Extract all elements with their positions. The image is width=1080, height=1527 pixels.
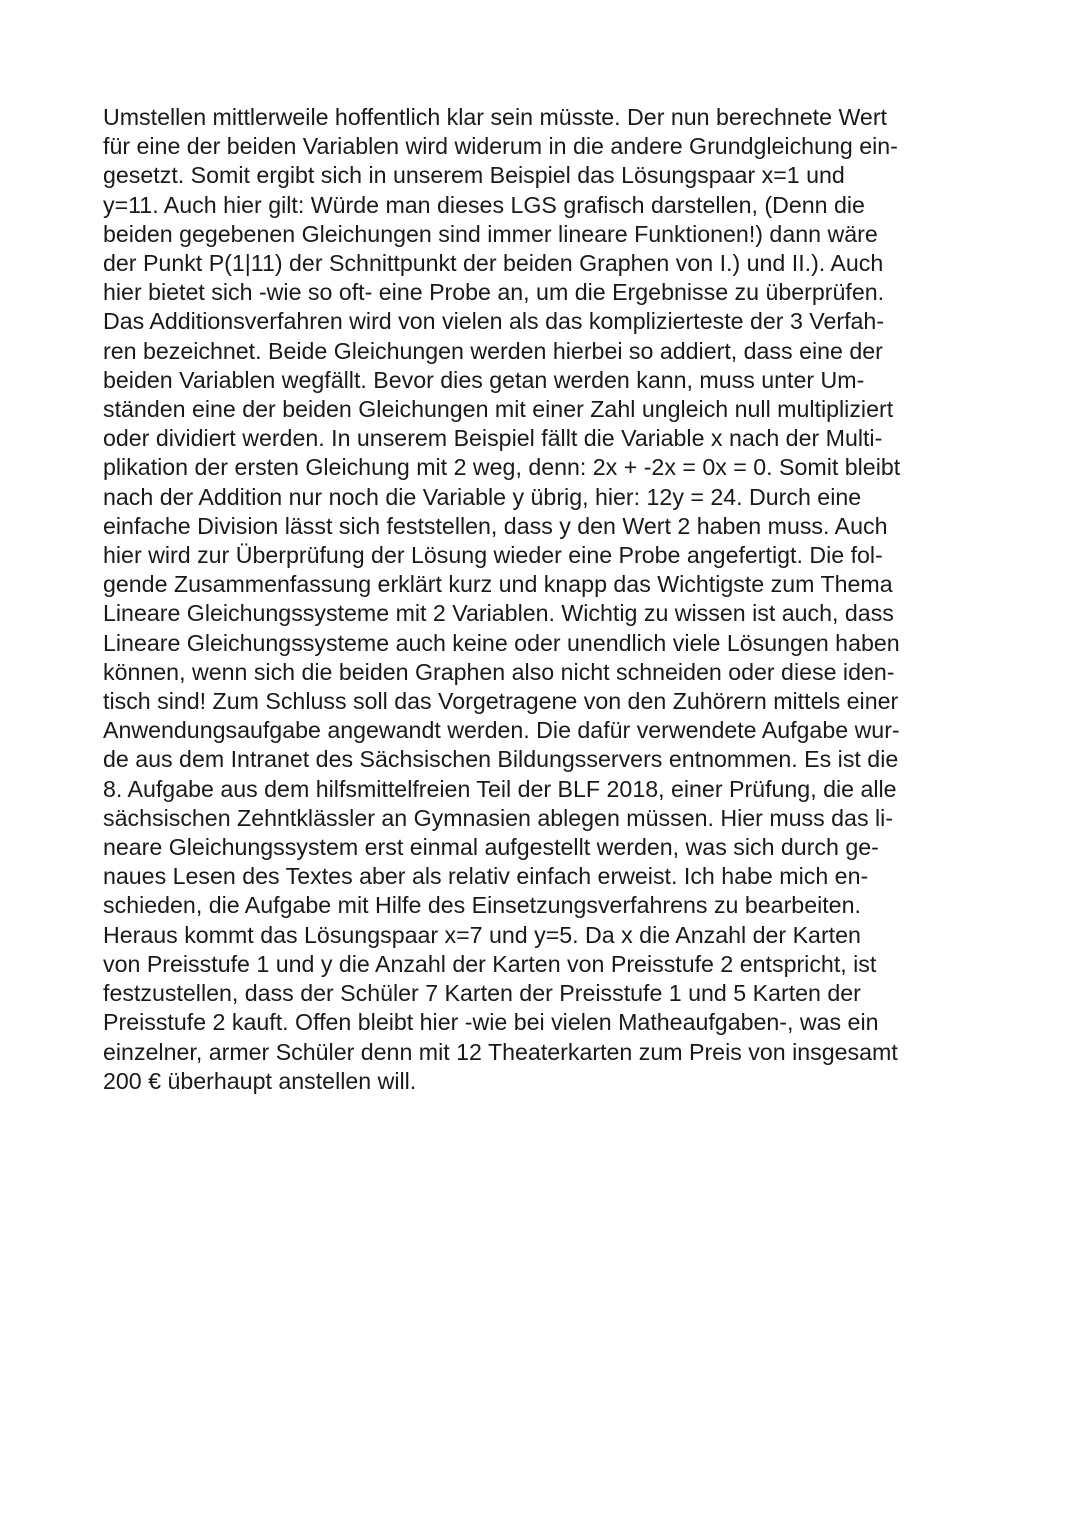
text-line: der Punkt P(1|11) der Schnittpunkt der beiden Graphen von I.) und II.). Auch <box>103 250 884 277</box>
text-line: y=11. Auch hier gilt: Würde man dieses LGS grafisch darstellen, (Denn die <box>103 191 865 218</box>
text-line: einzelner, armer Schüler denn mit 12 Theaterkarten zum Preis von insgesamt <box>103 1038 898 1065</box>
text-line: Lineare Gleichungssysteme mit 2 Variablen. Wichtig zu wissen ist auch, dass <box>103 600 894 627</box>
text-line: gende Zusammenfassung erklärt kurz und knapp das Wichtigste zum Thema <box>103 571 893 598</box>
text-line: festzustellen, dass der Schüler 7 Karten der Preisstufe 1 und 5 Karten der <box>103 980 861 1007</box>
text-line: naues Lesen des Textes aber als relativ einfach erweist. Ich habe mich en- <box>103 863 869 890</box>
text-line: für eine der beiden Variablen wird widerum in die andere Grundgleichung ein- <box>103 133 898 160</box>
text-line: Anwendungsaufgabe angewandt werden. Die dafür verwendete Aufgabe wur- <box>103 717 900 744</box>
text-line: nach der Addition nur noch die Variable y übrig, hier: 12y = 24. Durch eine <box>103 483 862 510</box>
text-line: hier bietet sich -wie so oft- eine Probe an, um die Ergebnisse zu überprüfen. <box>103 279 885 306</box>
text-line: 200 € überhaupt anstellen will. <box>103 1067 417 1094</box>
text-line: tisch sind! Zum Schluss soll das Vorgetragene von den Zuhörern mittels einer <box>103 688 899 715</box>
text-line: von Preisstufe 1 und y die Anzahl der Karten von Preisstufe 2 entspricht, ist <box>103 950 877 977</box>
text-line: oder dividiert werden. In unserem Beispiel fällt die Variable x nach der Multi- <box>103 425 883 452</box>
text-line: de aus dem Intranet des Sächsischen Bildungsservers entnommen. Es ist die <box>103 746 899 773</box>
text-line: Das Additionsverfahren wird von vielen als das komplizierteste der 3 Verfah- <box>103 308 885 335</box>
text-line: ständen eine der beiden Gleichungen mit einer Zahl ungleich null multipliziert <box>103 396 894 423</box>
text-line: beiden gegebenen Gleichungen sind immer lineare Funktionen!) dann wäre <box>103 220 878 247</box>
text-line: einfache Division lässt sich feststellen, dass y den Wert 2 haben muss. Auch <box>103 512 888 539</box>
text-line: plikation der ersten Gleichung mit 2 weg, denn: 2x + -2x = 0x = 0. Somit bleibt <box>103 454 901 481</box>
text-line: ren bezeichnet. Beide Gleichungen werden hierbei so addiert, dass eine der <box>103 337 883 364</box>
text-line: können, wenn sich die beiden Graphen also nicht schneiden oder diese iden- <box>103 658 895 685</box>
text-line: Preisstufe 2 kauft. Offen bleibt hier -wie bei vielen Matheaufgaben-, was ein <box>103 1009 879 1036</box>
text-line: beiden Variablen wegfällt. Bevor dies getan werden kann, muss unter Um- <box>103 366 865 393</box>
text-line: gesetzt. Somit ergibt sich in unserem Beispiel das Lösungspaar x=1 und <box>103 162 845 189</box>
text-line: hier wird zur Überprüfung der Lösung wieder eine Probe angefertigt. Die fol- <box>103 542 883 569</box>
body-paragraph <box>103 103 1003 1096</box>
text-line: 8. Aufgabe aus dem hilfsmittelfreien Teil der BLF 2018, einer Prüfung, die alle <box>103 775 897 802</box>
text-line: schieden, die Aufgabe mit Hilfe des Einsetzungsverfahrens zu bearbeiten. <box>103 892 861 919</box>
text-line: sächsischen Zehntklässler an Gymnasien ablegen müssen. Hier muss das li- <box>103 804 894 831</box>
text-line: Lineare Gleichungssysteme auch keine oder unendlich viele Lösungen haben <box>103 629 900 656</box>
text-line: neare Gleichungssystem erst einmal aufgestellt werden, was sich durch ge- <box>103 834 879 861</box>
text-line: Heraus kommt das Lösungspaar x=7 und y=5. Da x die Anzahl der Karten <box>103 921 861 948</box>
text-line: Umstellen mittlerweile hoffentlich klar sein müsste. Der nun berechnete Wert <box>103 104 887 130</box>
